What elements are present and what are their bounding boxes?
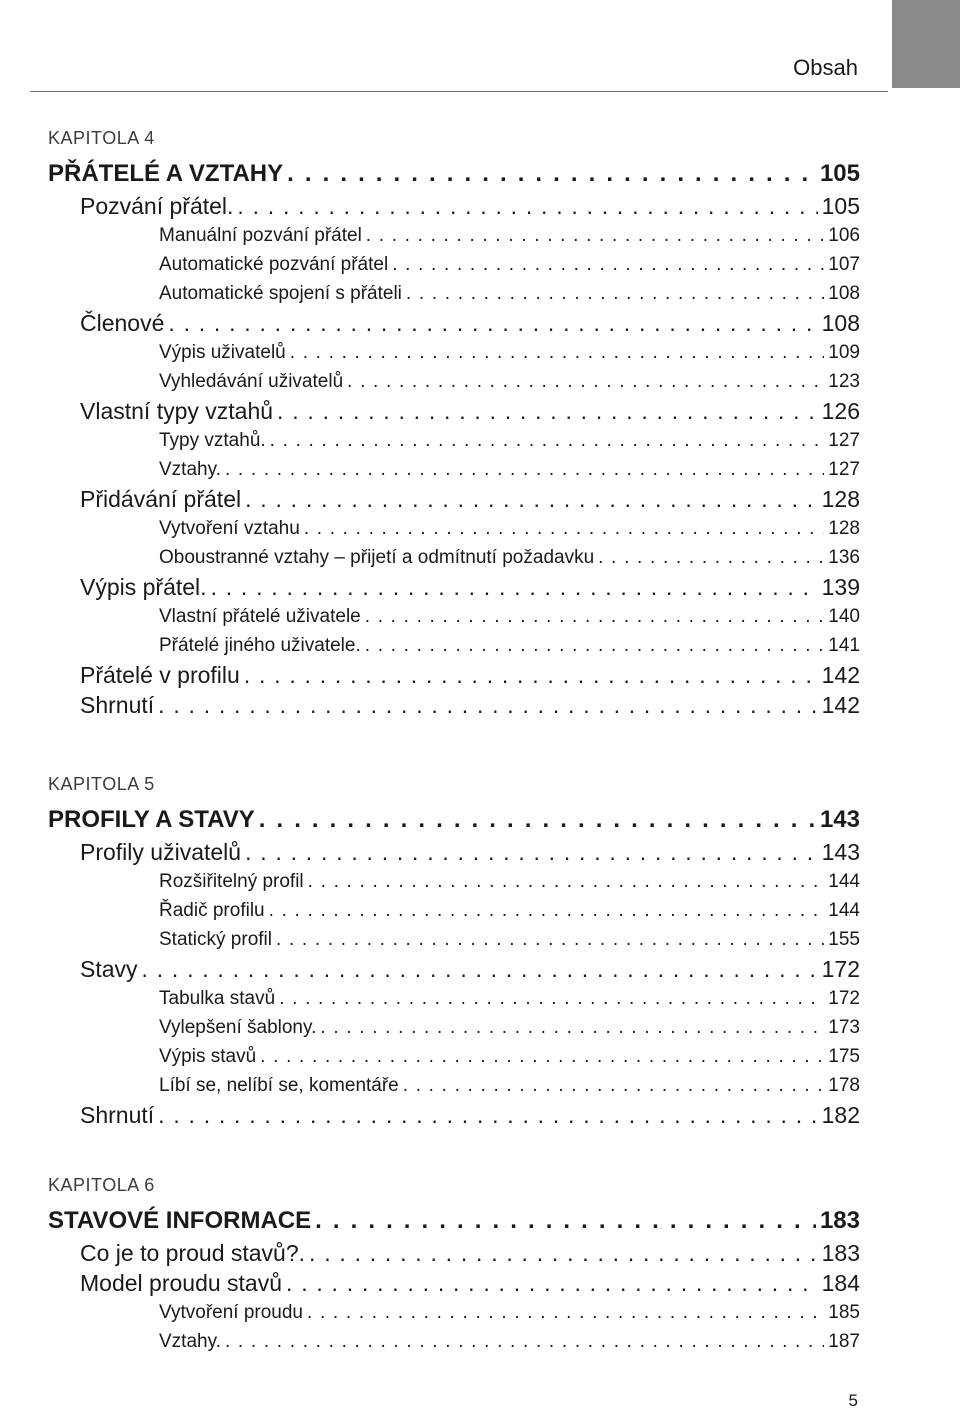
entry-title: Automatické pozvání přátel [159,254,389,275]
entry-title: Členové [80,310,165,336]
entry-title: Shrnutí [80,1102,155,1128]
entry-page: 123 [828,371,860,392]
toc-subentry[interactable] [48,602,860,631]
dot-leader [304,514,824,543]
dot-leader [225,455,824,484]
entry-title: Rozšiřitelný profil [159,871,304,892]
dot-leader [279,984,824,1013]
entry-page: 107 [828,254,860,275]
entry-page: 108 [821,310,860,336]
toc-entry[interactable] [48,572,860,602]
dot-leader [158,690,817,720]
entry-title: Vztahy. [159,459,221,480]
dot-leader [365,631,825,660]
entry-title: Vztahy. [159,1331,221,1352]
dot-leader [211,572,818,602]
entry-title: Vyhledávání uživatelů [159,371,344,392]
dot-leader [309,1238,818,1268]
toc-subentry[interactable] [48,426,860,455]
dot-leader [315,1204,816,1238]
entry-page: 184 [821,1270,860,1296]
toc-subentry[interactable] [48,984,860,1013]
entry-page: 127 [828,430,860,451]
chapter-4 [48,127,860,720]
entry-page: 142 [821,662,860,688]
entry-title: Pozvání přátel. [80,193,234,219]
entry-title: PŘÁTELÉ A VZTAHY [48,160,284,187]
header-rule [30,91,888,92]
entry-title: Výpis přátel. [80,574,207,600]
toc-chapter-title[interactable] [48,803,860,837]
toc-subentry[interactable] [48,1042,860,1071]
toc-chapter-title[interactable] [48,157,860,191]
page-number: 5 [848,1391,858,1410]
entry-title: STAVOVÉ INFORMACE [48,1207,312,1234]
dot-leader [365,602,825,631]
dot-leader [308,867,825,896]
entry-title: Co je to proud stavů?. [80,1240,306,1266]
toc-entry[interactable] [48,396,860,426]
entry-title: Vytvoření proudu [159,1302,303,1323]
dot-leader [347,367,824,396]
entry-page: 173 [828,1017,860,1038]
entry-page: 127 [828,459,860,480]
dot-leader [406,279,824,308]
entry-title: Typy vztahů. [159,430,266,451]
entry-page: 155 [828,929,860,950]
chapter-label: KAPITOLA 6 [48,1175,155,1195]
toc-entry[interactable] [48,690,860,720]
toc-entry[interactable] [48,484,860,514]
toc-subentry[interactable] [48,338,860,367]
entry-page: 126 [821,398,860,424]
entry-title: Tabulka stavů [159,988,276,1009]
dot-leader [287,157,816,191]
entry-page: 105 [821,193,860,219]
dot-leader [307,1298,824,1327]
entry-page: 142 [821,692,860,718]
entry-page: 105 [819,160,860,187]
entry-title: PROFILY A STAVY [48,806,255,833]
entry-title: Přátelé jiného uživatele. [159,635,361,656]
toc-subentry[interactable] [48,1071,860,1100]
toc-subentry[interactable] [48,631,860,660]
dot-leader [276,925,824,954]
entry-page: 109 [828,342,860,363]
entry-title: Oboustranné vztahy – přijetí a odmítnutí požadavku [159,547,595,568]
toc-entry[interactable] [48,1238,860,1268]
toc-subentry[interactable] [48,543,860,572]
entry-page: 128 [828,518,860,539]
chapter-thumb-tab [892,0,960,88]
dot-leader [269,896,825,925]
dot-leader [245,484,818,514]
dot-leader [237,191,817,221]
toc-entry[interactable] [48,191,860,221]
entry-page: 106 [828,225,860,246]
entry-title: Automatické spojení s přáteli [159,283,402,304]
entry-page: 143 [821,839,860,865]
dot-leader [260,1042,824,1071]
entry-title: Přátelé v profilu [80,662,240,688]
dot-leader [142,954,818,984]
entry-page: 139 [821,574,860,600]
dot-leader [392,250,824,279]
chapter-label: KAPITOLA 5 [48,774,155,794]
toc-subentry[interactable] [48,221,860,250]
toc-entry[interactable] [48,1268,860,1298]
toc-entry[interactable] [48,1100,860,1130]
toc-entry[interactable] [48,660,860,690]
entry-title: Líbí se, nelíbí se, komentáře [159,1075,399,1096]
entry-page: 172 [828,988,860,1009]
toc-subentry[interactable] [48,367,860,396]
entry-page: 128 [821,486,860,512]
toc-subentry[interactable] [48,896,860,925]
toc-subentry[interactable] [48,1013,860,1042]
entry-page: 136 [828,547,860,568]
running-head: Obsah [793,55,858,80]
toc-subentry[interactable] [48,455,860,484]
entry-page: 144 [828,900,860,921]
toc-subentry[interactable] [48,279,860,308]
entry-title: Vlastní přátelé uživatele [159,606,361,627]
entry-title: Statický profil [159,929,272,950]
entry-title: Shrnutí [80,692,155,718]
chapter-label: KAPITOLA 4 [48,128,155,148]
dot-leader [270,426,825,455]
entry-page: 141 [828,635,860,656]
dot-leader [225,1327,824,1356]
toc-subentry[interactable] [48,1327,860,1356]
toc-subentry[interactable] [48,1298,860,1327]
dot-leader [277,396,818,426]
entry-page: 183 [821,1240,860,1266]
dot-leader [286,1268,818,1298]
toc-subentry[interactable] [48,250,860,279]
toc-chapter-title[interactable] [48,1204,860,1238]
entry-title: Vylepšení šablony. [159,1017,317,1038]
toc-entry[interactable] [48,308,860,338]
entry-page: 185 [828,1302,860,1323]
toc-subentry[interactable] [48,514,860,543]
entry-page: 178 [828,1075,860,1096]
dot-leader [244,660,818,690]
toc-subentry[interactable] [48,925,860,954]
entry-title: Řadič profilu [159,900,265,921]
toc-entry[interactable] [48,954,860,984]
entry-page: 144 [828,871,860,892]
entry-title: Model proudu stavů [80,1270,283,1296]
dot-leader [245,837,818,867]
entry-page: 175 [828,1046,860,1067]
entry-page: 172 [821,956,860,982]
chapter-6 [48,1174,860,1356]
dot-leader [290,338,825,367]
entry-title: Profily uživatelů [80,839,242,865]
entry-title: Stavy [80,956,138,982]
entry-title: Výpis uživatelů [159,342,286,363]
entry-title: Manuální pozvání přátel [159,225,362,246]
entry-page: 182 [821,1102,860,1128]
dot-leader [158,1100,817,1130]
toc-subentry[interactable] [48,867,860,896]
dot-leader [259,803,816,837]
entry-page: 143 [819,806,860,833]
toc-entry[interactable] [48,837,860,867]
chapter-5 [48,773,860,1130]
entry-page: 140 [828,606,860,627]
dot-leader [168,308,817,338]
entry-title: Výpis stavů [159,1046,257,1067]
dot-leader [320,1013,824,1042]
entry-page: 183 [819,1207,860,1234]
entry-title: Vytvoření vztahu [159,518,300,539]
entry-page: 108 [828,283,860,304]
dot-leader [366,221,825,250]
entry-title: Vlastní typy vztahů [80,398,274,424]
entry-title: Přidávání přátel [80,486,242,512]
dot-leader [403,1071,825,1100]
dot-leader [598,543,824,572]
entry-page: 187 [828,1331,860,1352]
